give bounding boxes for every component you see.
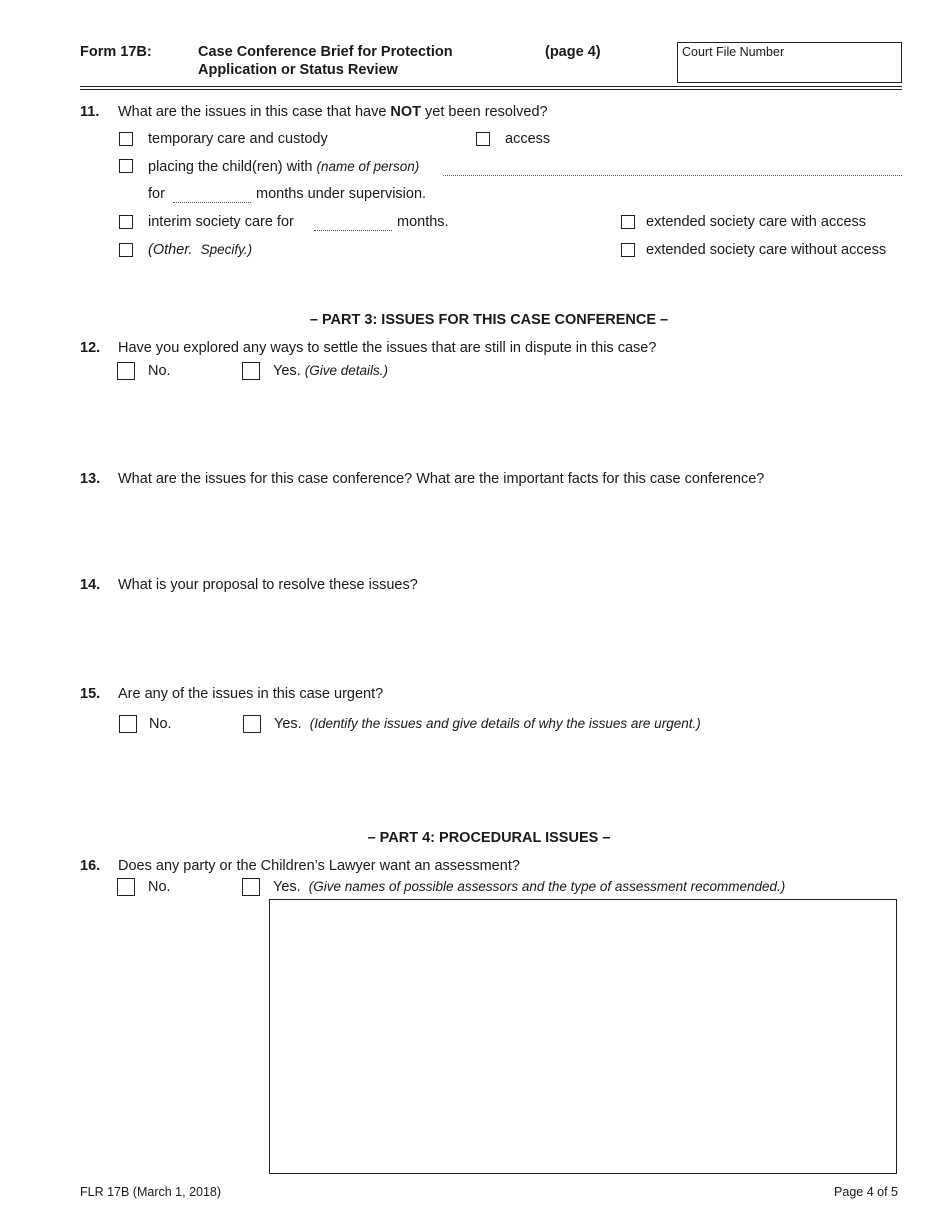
footer-form-ref: FLR 17B (March 1, 2018)	[80, 1185, 222, 1199]
assessment-details-textarea[interactable]	[269, 899, 897, 1174]
header-divider-2	[80, 89, 902, 90]
footer-page-of: Page 4 of 5	[834, 1185, 898, 1199]
q15-question: Are any of the issues in this case urgent?	[118, 686, 384, 702]
q12-label-no: No.	[148, 363, 171, 379]
q15-yes-note: (Identify the issues and give details of why the issues are urgent.)	[309, 716, 701, 731]
q12-checkbox-yes[interactable]	[242, 362, 260, 380]
label-placing-child	[148, 159, 419, 175]
label-temporary-care: temporary care and custody	[148, 131, 328, 147]
label-extended-without-access: extended society care without access	[646, 242, 887, 258]
q12-yes-note: (Give details.)	[304, 363, 388, 378]
q14-number: 14.	[80, 577, 101, 593]
other-text: (Other.	[148, 242, 193, 258]
q16-label-yes	[273, 879, 785, 895]
q15-checkbox-no[interactable]	[119, 715, 137, 733]
placing-text: placing the child(ren) with	[148, 159, 313, 175]
part3-heading: – PART 3: ISSUES FOR THIS CASE CONFERENCE –	[309, 312, 669, 328]
q12-yes-text: Yes.	[273, 363, 301, 379]
supervision-months-field[interactable]	[173, 202, 251, 203]
checkbox-extended-without-access[interactable]	[621, 243, 635, 257]
label-extended-with-access: extended society care with access	[646, 214, 867, 230]
q12-question: Have you explored any ways to settle the issues that are still in dispute in this case?	[118, 340, 657, 356]
q12-number: 12.	[80, 340, 101, 356]
q15-number: 15.	[80, 686, 101, 702]
q15-yes-text: Yes.	[274, 716, 302, 732]
form-number: Form 17B:	[80, 44, 152, 60]
q16-number: 16.	[80, 858, 101, 874]
q11-question-pre: What are the issues in this case that have	[118, 104, 391, 120]
q15-checkbox-yes[interactable]	[243, 715, 261, 733]
checkbox-interim-care[interactable]	[119, 215, 133, 229]
checkbox-extended-with-access[interactable]	[621, 215, 635, 229]
months-label: months.	[397, 214, 449, 230]
checkbox-temporary-care[interactable]	[119, 132, 133, 146]
q15-label-yes	[274, 716, 701, 732]
form-title-line2: Application or Status Review	[198, 62, 398, 78]
q13-number: 13.	[80, 471, 101, 487]
header-divider	[80, 86, 902, 87]
court-file-number-label: Court File Number	[682, 45, 785, 59]
for-label: for	[148, 186, 165, 202]
months-supervision-label: months under supervision.	[256, 186, 427, 202]
form-title-line1: Case Conference Brief for Protection	[198, 44, 453, 60]
label-interim-care: interim society care for	[148, 214, 294, 230]
q11-question	[118, 104, 548, 120]
q16-checkbox-no[interactable]	[117, 878, 135, 896]
q14-question: What is your proposal to resolve these issues?	[118, 577, 418, 593]
placing-person-field[interactable]	[443, 175, 902, 176]
q16-yes-text: Yes.	[273, 879, 301, 895]
q16-checkbox-yes[interactable]	[242, 878, 260, 896]
label-other	[148, 242, 252, 258]
q11-number: 11.	[80, 104, 100, 120]
interim-months-field[interactable]	[314, 230, 392, 231]
court-file-number-field[interactable]	[677, 42, 902, 83]
checkbox-placing-child[interactable]	[119, 159, 133, 173]
q12-label-yes	[273, 363, 388, 379]
q11-question-post: yet been resolved?	[421, 104, 548, 120]
part4-heading: – PART 4: PROCEDURAL ISSUES –	[367, 830, 611, 846]
q11-question-bold: NOT	[390, 104, 422, 120]
page-label: (page 4)	[545, 44, 601, 60]
q13-question: What are the issues for this case conference? What are the important facts for this case conference?	[118, 471, 765, 487]
q16-yes-note: (Give names of possible assessors and the type of assessment recommended.)	[308, 879, 786, 894]
checkbox-other[interactable]	[119, 243, 133, 257]
q16-label-no: No.	[148, 879, 171, 895]
checkbox-access[interactable]	[476, 132, 490, 146]
label-access: access	[505, 131, 551, 147]
placing-italic: (name of person)	[316, 159, 420, 174]
other-specify: Specify.)	[200, 242, 253, 257]
q16-question: Does any party or the Children’s Lawyer want an assessment?	[118, 858, 520, 874]
q12-checkbox-no[interactable]	[117, 362, 135, 380]
q15-label-no: No.	[149, 716, 172, 732]
